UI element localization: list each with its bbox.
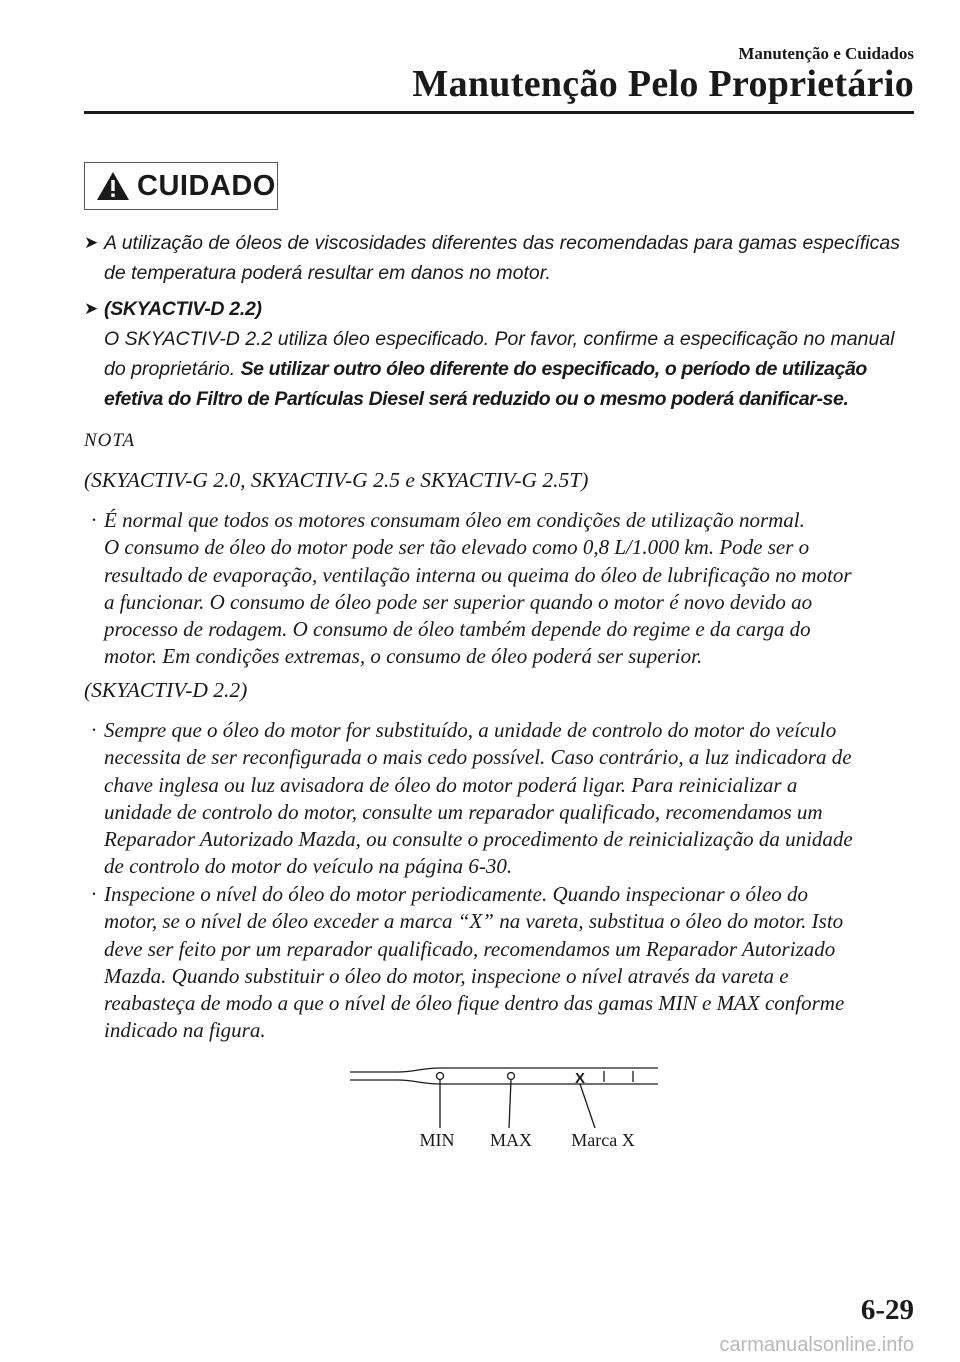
caution-line [104,354,924,384]
note-bullet [84,507,924,671]
note-bullet [84,881,924,1045]
note-line: resultado de evaporação, ventilação interna ou queima do óleo de lubrificação no motor [104,562,852,587]
note-line: processo de rodagem. O consumo de óleo também depende do regime e da carga do [104,617,811,642]
note-line: necessita de ser reconfigurada o mais cedo possível. Caso contrário, a luz indicadora de [104,745,852,770]
note-line: a funcionar. O consumo de óleo pode ser superior quando o motor é novo devido ao [104,589,813,614]
caution-line: A utilização de óleos de viscosidades diferentes das recomendadas para gamas específicas [104,232,900,254]
caution-line-bold: efetiva do Filtro de Partículas Diesel será reduzido ou o mesmo poderá danificar-se. [104,388,849,410]
note-bullet [84,717,924,881]
caution-line-plain: do proprietário. [104,358,241,380]
arrow-bullet-icon: ➤ [84,299,99,318]
note-line: motor. Em condições extremas, o consumo de óleo poderá ser superior. [104,644,703,669]
note-line: Sempre que o óleo do motor for substituído, a unidade de controlo do motor do veículo [104,718,837,742]
dipstick-figure [340,1060,670,1160]
note-label: NOTA [84,430,136,451]
watermark: carmanualsonline.info [719,1334,914,1356]
caution-line: O SKYACTIV-D 2.2 utiliza óleo especificado. Por favor, confirme a especificação no manual [104,328,895,350]
note-line: O consumo de óleo do motor pode ser tão elevado como 0,8 L/1.000 km. Pode ser o [104,535,810,560]
section-title: Manutenção e Cuidados [738,44,914,63]
marca-x-glyph: X [574,1070,586,1087]
note-line: indicado na figura. [104,1018,266,1043]
note-line: Reparador Autorizado Mazda, ou consulte o procedimento de reinicialização da unidade [104,827,853,852]
header-divider [84,111,914,114]
note-line: Inspecione o nível do óleo do motor periodicamente. Quando inspecionar o óleo do [104,882,808,906]
dipstick-diagram [340,1060,670,1155]
note-line: reabasteça de modo a que o nível de óleo fique dentro das gamas MIN e MAX conforme [104,991,845,1016]
note-line: motor, se o nível de óleo exceder a marca “X” na vareta, substitua o óleo do motor. Isto [104,909,844,934]
bullet-dot-icon: · [90,508,98,532]
note-line: É normal que todos os motores consumam óleo em condições de utilização normal. [104,508,805,532]
caution-line: de temperatura poderá resultar em danos no motor. [104,262,551,284]
caution-label: CUIDADO [137,169,276,202]
bullet-dot-icon: · [90,718,98,742]
bullet-dot-icon: · [90,882,98,906]
note-section-heading: (SKYACTIV-D 2.2) [84,678,248,702]
caution-item-heading: (SKYACTIV-D 2.2) [104,298,262,320]
note-section-heading: (SKYACTIV-G 2.0, SKYACTIV-G 2.5 e SKYACTIV-G 2.5T) [84,468,589,492]
caution-item [84,228,924,288]
page-number: 6-29 [860,1294,914,1326]
caution-box [84,162,278,210]
caution-line-bold: Se utilizar outro óleo diferente do especificado, o período de utilização [240,358,867,380]
arrow-bullet-icon: ➤ [84,233,99,252]
note-line: Mazda. Quando substituir o óleo do motor, inspecione o nível através da vareta e [104,963,789,988]
note-line: deve ser feito por um reparador qualificado, recomendamos um Reparador Autorizado [104,936,836,961]
note-line: unidade de controlo do motor, consulte um reparador qualificado, recomendamos um [104,799,823,824]
page-title: Manutenção Pelo Proprietário [412,63,914,105]
note-line: de controlo do motor do veículo na página 6-30. [104,854,513,879]
marca-x-label: Marca X [571,1130,635,1150]
min-label: MIN [419,1130,455,1150]
caution-item [84,294,924,414]
max-label: MAX [489,1130,533,1150]
warning-triangle-icon [95,170,131,202]
note-line: chave inglesa ou luz avisadora de óleo do motor poderá ligar. Para reinicializar a [104,772,798,797]
